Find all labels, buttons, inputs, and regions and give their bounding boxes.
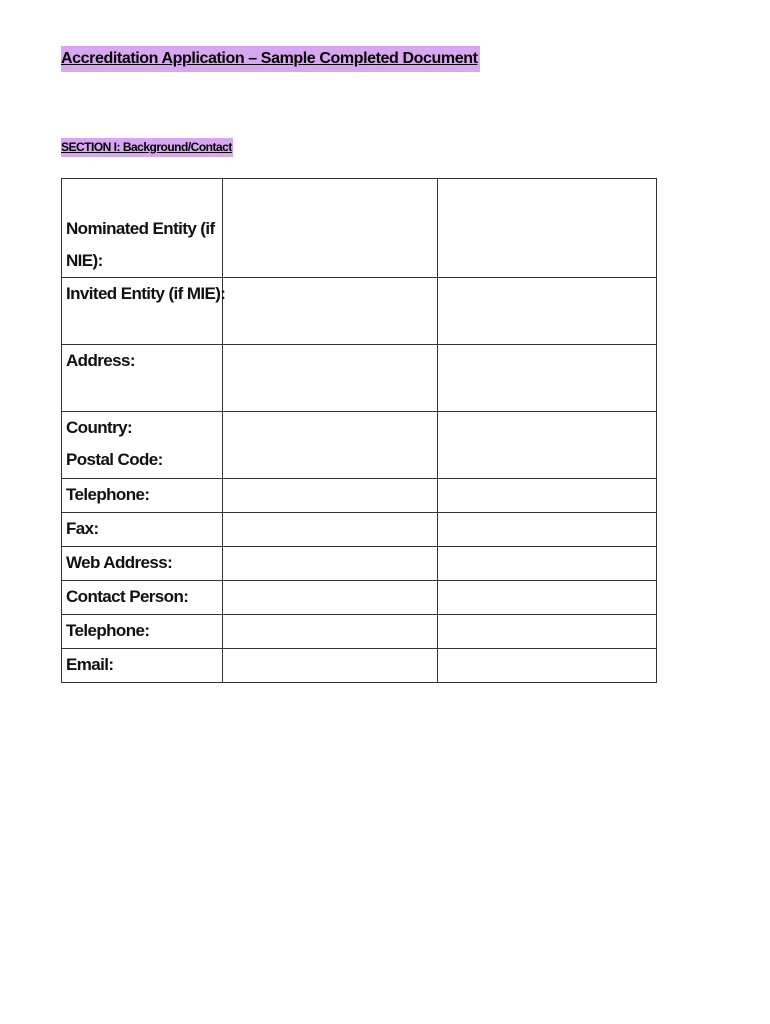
label-line: Address: — [66, 351, 135, 370]
label-line: Email: — [66, 655, 114, 674]
contact-person-extra-field[interactable] — [438, 581, 657, 615]
label-line: Country: — [66, 418, 133, 437]
invited-entity-label — [62, 278, 226, 345]
label-line: NIE): — [66, 251, 103, 270]
email-label — [62, 649, 223, 683]
invited-entity-value-field[interactable] — [223, 278, 438, 345]
table-row — [62, 649, 657, 683]
label-line: Telephone: — [66, 485, 150, 504]
section-heading: SECTION I: Background/Contact — [61, 138, 233, 157]
label-line: Contact Person: — [66, 587, 189, 606]
table-row — [62, 479, 657, 513]
label-line: Nominated Entity (if — [66, 219, 215, 238]
table-row — [62, 345, 657, 412]
fax-label — [62, 513, 223, 547]
label-line: Web Address: — [66, 553, 173, 572]
table-row — [62, 179, 657, 278]
table-row — [62, 412, 657, 479]
country-postal-value-field[interactable] — [223, 412, 438, 479]
contact-person-label — [62, 581, 223, 615]
fax-extra-field[interactable] — [438, 513, 657, 547]
country-postal-label — [62, 412, 223, 479]
nominated-entity-label — [62, 179, 223, 278]
table-row — [62, 513, 657, 547]
email-extra-field[interactable] — [438, 649, 657, 683]
country-postal-extra-field[interactable] — [438, 412, 657, 479]
telephone-extra-field[interactable] — [438, 479, 657, 513]
address-label — [62, 345, 223, 412]
web-address-value-field[interactable] — [223, 547, 438, 581]
label-line: Telephone: — [66, 621, 150, 640]
label-line: Postal Code: — [66, 450, 163, 469]
email-value-field[interactable] — [223, 649, 438, 683]
telephone-value-field[interactable] — [223, 479, 438, 513]
nominated-entity-extra-field[interactable] — [438, 179, 657, 278]
address-extra-field[interactable] — [438, 345, 657, 412]
contact-telephone-value-field[interactable] — [223, 615, 438, 649]
table-row — [62, 615, 657, 649]
telephone-label — [62, 479, 223, 513]
document-title: Accreditation Application – Sample Completed Document — [61, 46, 480, 72]
contact-telephone-extra-field[interactable] — [438, 615, 657, 649]
table-row — [62, 581, 657, 615]
table-row — [62, 278, 657, 345]
web-address-extra-field[interactable] — [438, 547, 657, 581]
background-contact-table — [61, 178, 657, 683]
table-row — [62, 547, 657, 581]
label-line: Fax: — [66, 519, 99, 538]
contact-person-value-field[interactable] — [223, 581, 438, 615]
web-address-label — [62, 547, 223, 581]
address-value-field[interactable] — [223, 345, 438, 412]
contact-telephone-label — [62, 615, 223, 649]
label-line: Invited Entity (if MIE): — [66, 284, 226, 303]
fax-value-field[interactable] — [223, 513, 438, 547]
nominated-entity-value-field[interactable] — [223, 179, 438, 278]
invited-entity-extra-field[interactable] — [438, 278, 657, 345]
